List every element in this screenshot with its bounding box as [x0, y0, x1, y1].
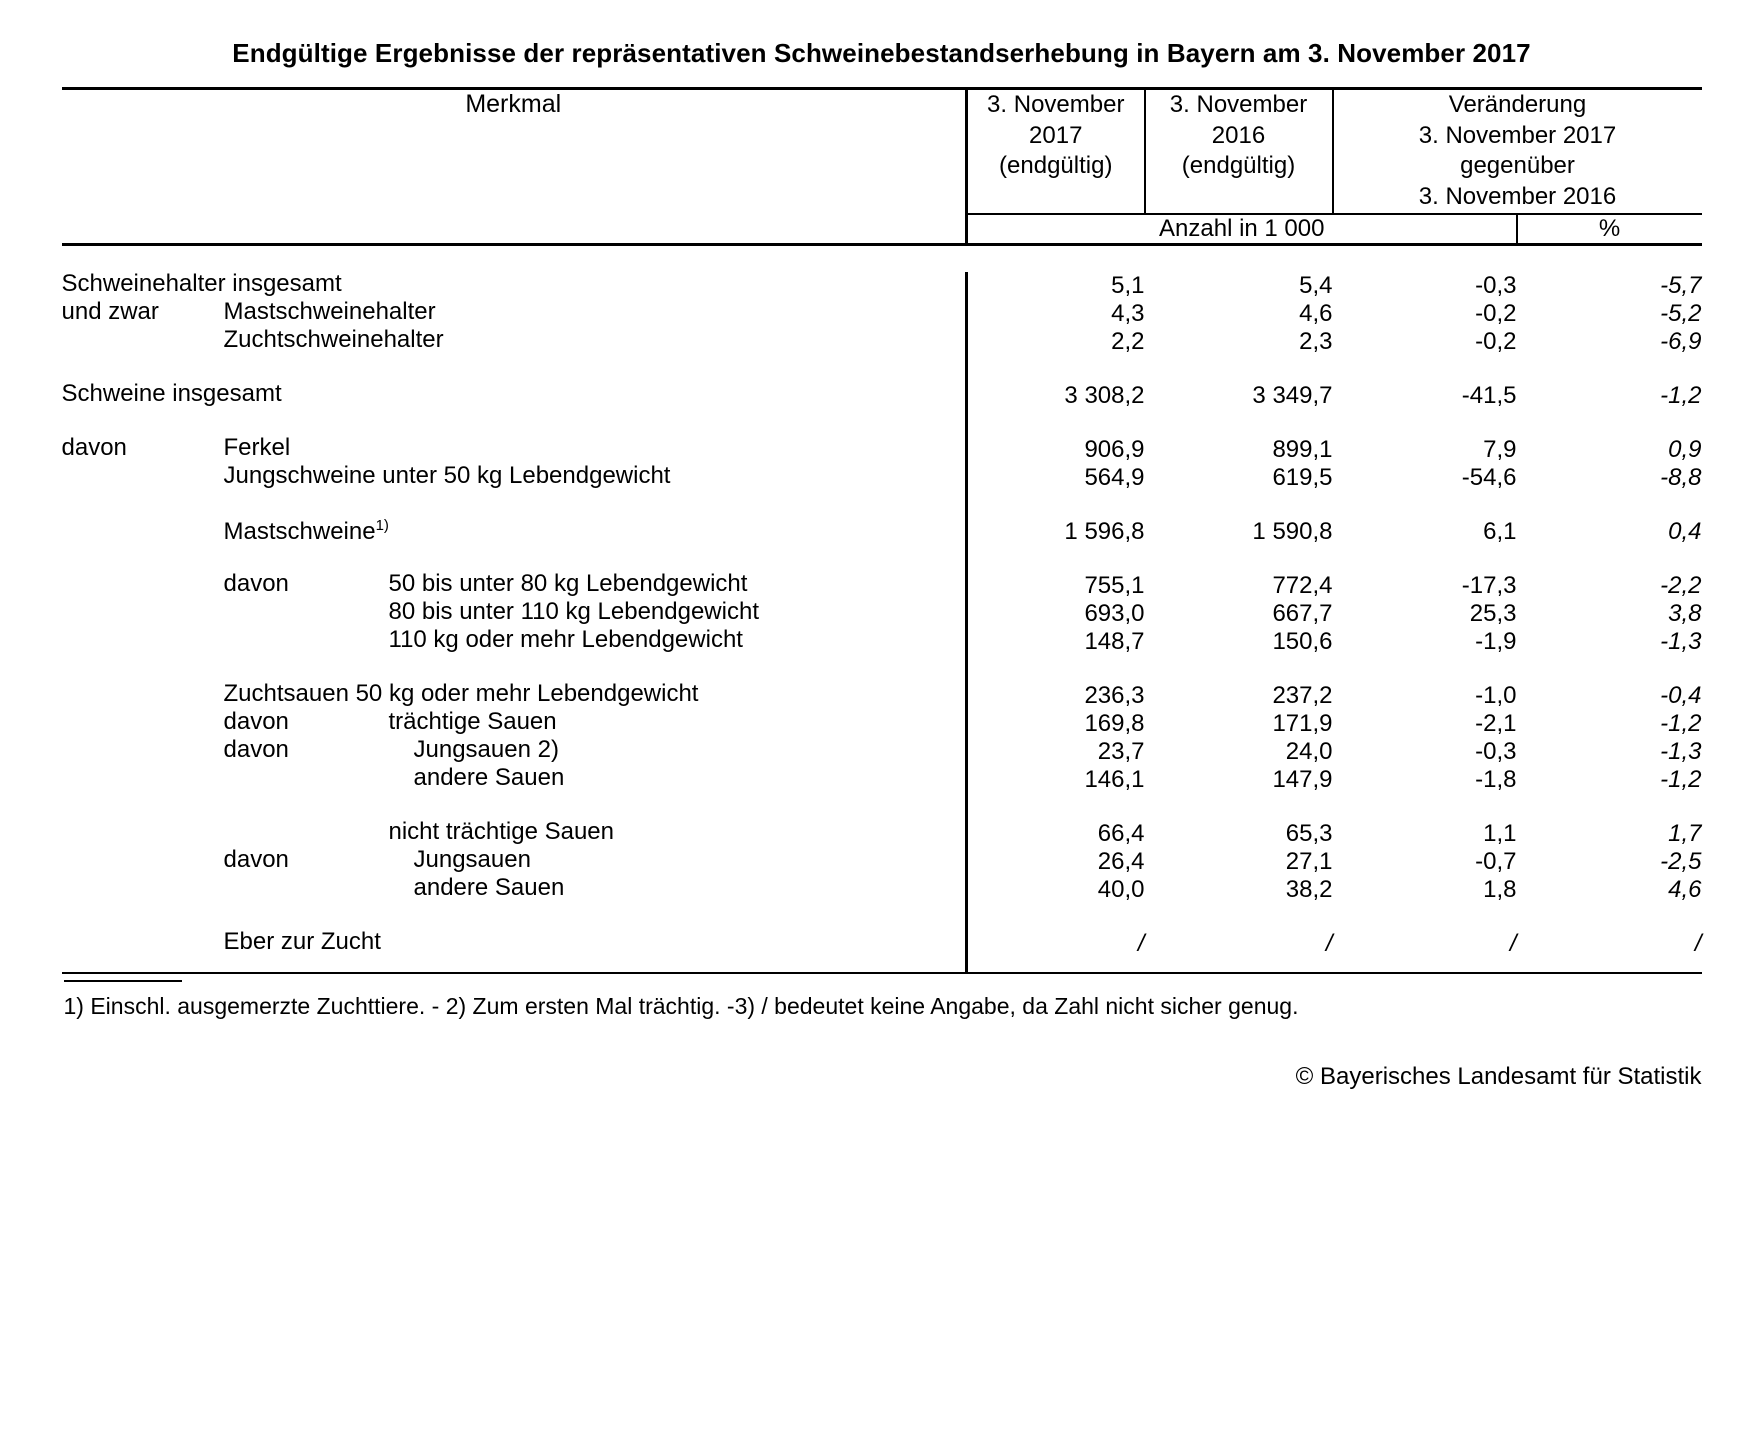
header-change-line3: gegenüber: [1460, 152, 1575, 180]
row-label: [62, 461, 967, 492]
units-percent: %: [1517, 214, 1702, 245]
header-change-line1: Veränderung: [1448, 91, 1587, 118]
header-merkmal: Merkmal: [465, 90, 562, 118]
row-value-2016: 2,3: [1299, 327, 1333, 355]
row-value-abs: 25,3: [1469, 599, 1517, 627]
row-value-2016: 3 349,7: [1252, 381, 1333, 409]
row-value-2016: 24,0: [1285, 737, 1333, 765]
row-value-abs: -1,8: [1475, 765, 1517, 793]
header-col-2016-line3: (endgültig): [1181, 152, 1296, 180]
table-row: [62, 930, 1702, 958]
row-value-abs: -0,2: [1475, 327, 1517, 355]
table-row: [62, 464, 1702, 492]
footnote-divider: [64, 980, 182, 982]
row-prefix: davon: [223, 569, 289, 597]
row-value-2017: /: [967, 930, 1145, 958]
row-label-text: Ferkel: [223, 433, 291, 461]
row-value-abs: -0,7: [1475, 847, 1517, 875]
table-row: [62, 572, 1702, 600]
row-value-2017: 5,1: [967, 272, 1145, 300]
row-label: [62, 597, 967, 628]
row-value-pct: -5,7: [1660, 271, 1702, 299]
row-value-pct: -0,4: [1660, 681, 1702, 709]
row-value-2017: 148,7: [967, 628, 1145, 656]
row-value-abs: -0,3: [1475, 737, 1517, 765]
row-value-pct: -6,9: [1660, 327, 1702, 355]
footnote-marker: 1): [375, 516, 389, 534]
header-col-change: [1333, 90, 1702, 214]
row-value-pct: -1,2: [1660, 709, 1702, 737]
row-value-pct: -1,3: [1660, 627, 1702, 655]
row-value-2016: 5,4: [1299, 271, 1333, 299]
row-value-abs: -17,3: [1461, 571, 1517, 599]
header-col-2017-line2: 2017: [1029, 121, 1083, 149]
spacer: [62, 904, 1702, 930]
row-value-2016: 899,1: [1272, 435, 1333, 463]
header-col-2016-line2: 2016: [1211, 121, 1266, 149]
row-value-abs: 1,1: [1483, 819, 1517, 847]
footnote-block: [62, 974, 1702, 1021]
row-label-text: Jungschweine unter 50 kg Lebendgewicht: [223, 461, 671, 489]
row-label-text: Jungsauen 2): [413, 735, 559, 763]
row-label-text: andere Sauen: [413, 763, 565, 791]
table-row: [62, 600, 1702, 628]
row-value-2016: 667,7: [1272, 599, 1333, 627]
row-label-text: Jungsauen: [413, 845, 531, 873]
row-label-text: Zuchtsauen 50 kg oder mehr Lebendgewicht: [223, 679, 699, 707]
row-value-2016: 1 590,8: [1252, 517, 1333, 545]
row-value-2016: 147,9: [1272, 765, 1333, 793]
row-value-2016: 150,6: [1272, 627, 1333, 655]
row-value-2017: 4,3: [967, 300, 1145, 328]
row-label: [62, 518, 967, 546]
row-value-abs: -1,0: [1475, 681, 1517, 709]
row-value-2016: 27,1: [1285, 847, 1333, 875]
table-row: [62, 328, 1702, 356]
row-value-abs: 7,9: [1483, 435, 1517, 463]
table-row: [62, 300, 1702, 328]
row-value-2017: 906,9: [967, 436, 1145, 464]
row-value-2017: 693,0: [967, 600, 1145, 628]
row-label-text: andere Sauen: [413, 873, 565, 901]
row-value-2017: 66,4: [967, 820, 1145, 848]
row-label: [62, 325, 967, 356]
row-value-2016: 38,2: [1285, 875, 1333, 903]
row-value-2017: 755,1: [967, 572, 1145, 600]
row-label-text: Eber zur Zucht: [223, 927, 381, 955]
row-value-abs: /: [1509, 929, 1517, 957]
header-col-2017-line3: (endgültig): [999, 152, 1113, 180]
row-value-2017: 40,0: [967, 876, 1145, 904]
table-row: [62, 436, 1702, 464]
table-row: [62, 820, 1702, 848]
row-label-text: trächtige Sauen: [388, 707, 557, 735]
row-value-2017: 146,1: [967, 766, 1145, 794]
row-value-2017: 3 308,2: [967, 382, 1145, 410]
row-prefix: davon: [223, 845, 289, 873]
row-value-abs: -0,2: [1475, 299, 1517, 327]
spacer: [62, 410, 1702, 436]
row-value-pct: -5,2: [1660, 299, 1702, 327]
table-row: [62, 848, 1702, 876]
row-label-text: 50 bis unter 80 kg Lebendgewicht: [388, 569, 748, 597]
row-value-abs: -41,5: [1461, 381, 1517, 409]
row-value-2017: 169,8: [967, 710, 1145, 738]
row-prefix: davon: [223, 707, 289, 735]
units-count: Anzahl in 1 000: [967, 214, 1517, 245]
row-value-abs: 1,8: [1483, 875, 1517, 903]
header-col-2017-line1: 3. November: [987, 91, 1125, 118]
row-value-abs: -54,6: [1461, 463, 1517, 491]
row-value-pct: -1,2: [1660, 381, 1702, 409]
spacer: [62, 246, 1702, 272]
row-label-text: Mastschweinehalter: [223, 297, 436, 325]
row-label: [62, 625, 967, 656]
table-row: [62, 628, 1702, 656]
row-label-text: nicht trächtige Sauen: [388, 817, 614, 845]
row-value-abs: -2,1: [1475, 709, 1517, 737]
spacer: [62, 656, 1702, 682]
row-label: [62, 707, 967, 738]
table-row: [62, 876, 1702, 904]
row-value-2017: 2,2: [967, 328, 1145, 356]
row-label-text: 110 kg oder mehr Lebendgewicht: [388, 625, 743, 653]
row-value-abs: -0,3: [1475, 271, 1517, 299]
row-value-2016: 4,6: [1299, 299, 1333, 327]
row-prefix: davon: [61, 433, 127, 461]
row-value-pct: 0,9: [1668, 435, 1702, 463]
table-row: [62, 518, 1702, 546]
row-label: [62, 679, 967, 710]
row-prefix: davon: [223, 735, 289, 763]
row-value-pct: /: [1694, 929, 1702, 957]
row-value-pct: -1,3: [1660, 737, 1702, 765]
table-row: [62, 682, 1702, 710]
row-value-pct: 1,7: [1668, 819, 1702, 847]
table-row: [62, 710, 1702, 738]
row-prefix: und zwar: [61, 297, 159, 325]
row-value-2017: 1 596,8: [967, 518, 1145, 546]
row-value-2017: 26,4: [967, 848, 1145, 876]
row-label-text: 80 bis unter 110 kg Lebendgewicht: [388, 597, 759, 625]
row-label-text: Zuchtschweinehalter: [223, 325, 444, 353]
header-col-2017: [967, 90, 1145, 214]
header-col-2016-line1: 3. November: [1169, 91, 1308, 118]
row-value-2017: 236,3: [967, 682, 1145, 710]
row-value-pct: 0,4: [1668, 517, 1702, 545]
copyright-text: © Bayerisches Landesamt für Statistik: [1295, 1062, 1702, 1090]
row-label: Schweine insgesamt: [61, 379, 282, 407]
row-value-pct: -2,5: [1660, 847, 1702, 875]
row-label: [62, 873, 967, 904]
row-label-text: Mastschweine: [223, 517, 376, 545]
row-label: [62, 735, 967, 766]
row-value-2016: 65,3: [1285, 819, 1333, 847]
header-col-2016: [1145, 90, 1333, 214]
table-row: [62, 382, 1702, 410]
spacer: [62, 356, 1702, 382]
page-title: Endgültige Ergebnisse der repräsentativen Schweinebestandserhebung in Bayern am 3. November 2017: [232, 38, 1531, 68]
row-value-pct: -1,2: [1660, 765, 1702, 793]
row-value-2016: 171,9: [1272, 709, 1333, 737]
row-label: [62, 845, 967, 876]
row-value-pct: -2,2: [1660, 571, 1702, 599]
header-change-line4: 3. November 2016: [1418, 183, 1617, 211]
row-label: [62, 569, 967, 600]
row-value-pct: 3,8: [1668, 599, 1702, 627]
table-row: [62, 766, 1702, 794]
row-value-pct: 4,6: [1668, 875, 1702, 903]
row-value-abs: -1,9: [1475, 627, 1517, 655]
spacer: [62, 958, 1702, 973]
table-row: [62, 272, 1702, 300]
row-value-abs: 6,1: [1483, 517, 1517, 545]
footnote-text: 1) Einschl. ausgemerzte Zuchttiere. - 2) Zum ersten Mal trächtig. -3) / bedeutet keine Angabe, da Zahl nicht sicher genug.: [63, 992, 1299, 1019]
row-value-2016: 772,4: [1272, 571, 1333, 599]
row-label: [62, 927, 967, 958]
row-value-pct: -8,8: [1660, 463, 1702, 491]
table-row: [62, 738, 1702, 766]
row-value-2017: 564,9: [967, 464, 1145, 492]
row-label: [62, 817, 967, 848]
spacer: [62, 546, 1702, 572]
row-label: [62, 763, 967, 794]
statistics-table: [62, 87, 1702, 974]
row-value-2016: 237,2: [1272, 681, 1333, 709]
table-header-row: [62, 90, 1702, 214]
spacer: [62, 794, 1702, 820]
spacer: [62, 492, 1702, 518]
row-label: Schweinehalter insgesamt: [61, 269, 342, 297]
row-label: [61, 433, 967, 464]
header-change-line2: 3. November 2017: [1418, 121, 1617, 149]
row-value-2017: 23,7: [967, 738, 1145, 766]
row-label: [61, 297, 967, 328]
row-value-2016: 619,5: [1272, 463, 1333, 491]
row-value-2016: /: [1325, 929, 1333, 957]
